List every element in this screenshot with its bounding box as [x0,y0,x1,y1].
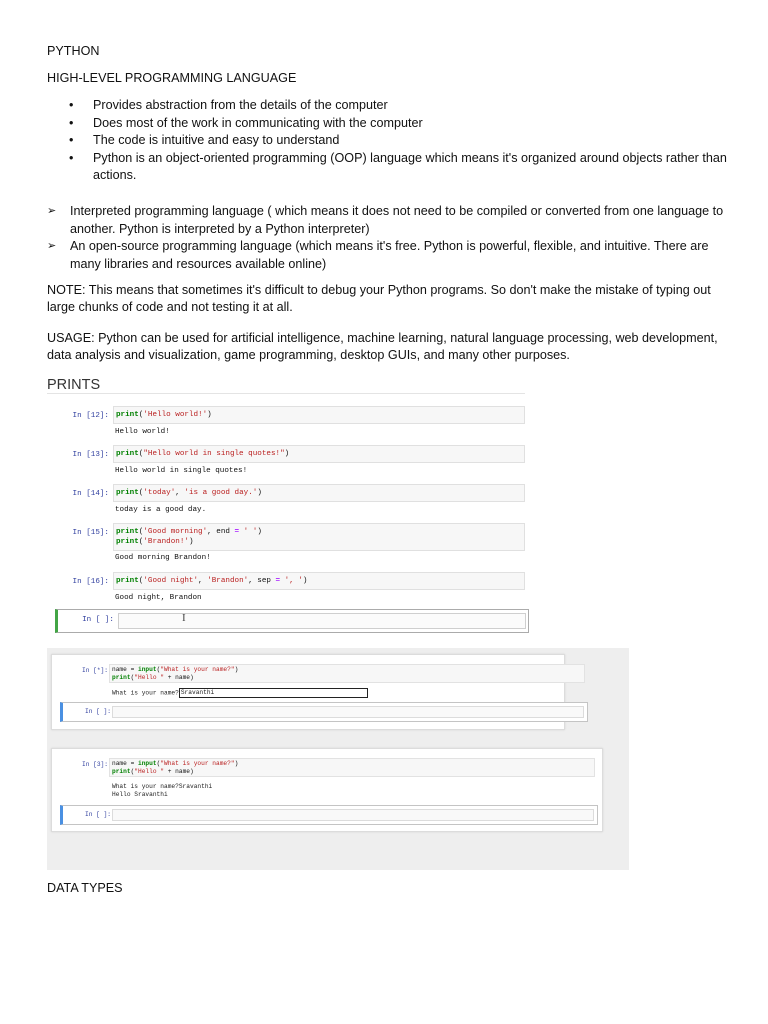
active-empty-cell[interactable] [55,609,529,633]
bullet-dot-icon: • [69,115,74,130]
doc-title: PYTHON [47,44,100,58]
bullet-dot-icon: • [69,133,74,148]
cell-input-area[interactable] [112,809,594,821]
cell-prompt: In [13]: [72,451,109,459]
cell-prompt: In [14]: [72,490,109,498]
notebook-screenshot-prints [47,393,525,636]
bullet-dot-icon: • [69,98,74,112]
usage-paragraph: USAGE: Python can be used for artificial intelligence, machine learning, natural language processing, web development, data analysis and visualization, game programming, desktop GUIs, and many other purposes. [47,331,718,362]
cell-prompt: In [12]: [72,412,109,420]
cell-prompt: In [ ]: [85,708,111,715]
bullet-item: • Does most of the work in communicating with the computer [47,115,727,133]
cell-code: name = input("What is your name?") print("Hello " + name) [109,758,595,777]
bullet-item: • Provides abstraction from the details of the computer [47,97,727,115]
cell-output: Good morning Brandon! [115,554,211,562]
note-paragraph: NOTE: This means that sometimes it's difficult to debug your Python programs. So don't make the mistake of typing out large chunks of code and not testing it at all. [47,283,711,314]
active-empty-cell[interactable] [60,805,598,825]
name-input-field[interactable]: Sravanthi [179,688,368,698]
cell-output: Good night, Brandon [115,594,202,602]
arrow-item: ➢ An open-source programming language (which means it's free. Python is powerful, flexible, and intuitive. There are many libraries and resources available online) [47,239,709,271]
cell-output: Hello world! [115,428,170,436]
arrow-bullet-icon: ➢ [47,205,57,217]
cell-code: name = input("What is your name?") print("Hello " + name) [109,664,585,683]
cell-prompt: In [16]: [72,578,109,586]
cell-code: print("Hello world in single quotes!") [113,445,525,463]
cell-prompt: In [ ]: [85,811,111,818]
bullet-item: • Python is an object-oriented programming (OOP) language which means it's organized around objects rather than actions. [69,150,727,183]
cell-prompt: In [ ]: [82,616,114,624]
arrow-bullet-list [47,203,727,273]
prints-heading: PRINTS [47,377,101,393]
bullet-item: • The code is intuitive and easy to understand [47,132,727,150]
cell-prompt: In [3]: [82,761,108,768]
data-types-heading: DATA TYPES [47,881,123,895]
cell-output: What is your name?Sravanthi Hello Sravanthi [112,783,213,798]
notebook-panel-complete [51,748,603,832]
cell-output: Hello world in single quotes! [115,467,248,475]
notebook-screenshot-input [47,648,629,870]
doc-subtitle: HIGH-LEVEL PROGRAMMING LANGUAGE [47,71,297,85]
cell-output: today is a good day. [115,506,207,514]
cell-code: print('Good night', 'Brandon', sep = ', ') [113,572,525,590]
cell-prompt: In [*]: [82,667,108,674]
notebook-panel-running [51,654,565,730]
feature-bullet-list [47,97,727,185]
arrow-bullet-icon: ➢ [47,240,57,252]
cell-code: print('Hello world!') [113,406,525,424]
cell-code: print('Good morning', end = ' ') print('Brandon!') [113,523,525,551]
bullet-dot-icon: • [69,150,74,165]
arrow-item: ➢ Interpreted programming language ( which means it does not need to be compiled or converted from one language to another. Python is interpreted by a Python interpreter) [47,204,724,236]
cell-input-area[interactable] [118,613,526,629]
text-cursor-icon: I [182,612,186,624]
cell-prompt: In [15]: [72,529,109,537]
cell-code: print('today', 'is a good day.') [113,484,525,502]
cell-output: What is your name? Sravanthi [112,688,368,698]
active-empty-cell[interactable] [60,702,588,722]
cell-input-area[interactable] [112,706,584,718]
